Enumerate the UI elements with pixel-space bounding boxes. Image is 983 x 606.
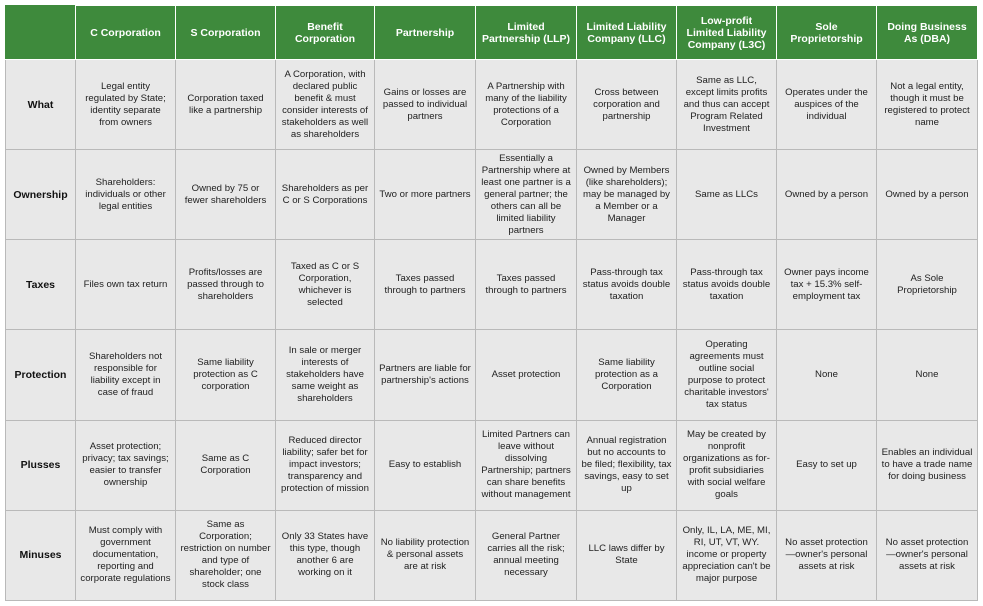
table-cell: LLC laws differ by State [577,510,677,600]
row-header-protection: Protection [6,330,76,420]
column-header-limited-partnership: Limited Partnership (LLP) [476,6,577,60]
column-header-partnership: Partnership [375,6,476,60]
table-cell: Owned by a person [777,150,877,240]
table-cell: Taxes passed through to partners [476,240,577,330]
table-cell: Only, IL, LA, ME, MI, RI, UT, VT, WY. income or property appreciation can't be major purpose [677,510,777,600]
table-cell: Must comply with government documentation, reporting and corporate regulations [76,510,176,600]
table-cell: Not a legal entity, though it must be registered to protect name [877,60,978,150]
table-cell: Pass-through tax status avoids double taxation [677,240,777,330]
table-cell: Asset protection; privacy; tax savings; easier to transfer ownership [76,420,176,510]
business-structures-table [5,5,978,601]
table-body [6,60,978,601]
column-header-c-corporation: C Corporation [76,6,176,60]
table-cell: Owned by Members (like shareholders); may be managed by a Member or a Manager [577,150,677,240]
table-cell: Limited Partners can leave without dissolving Partnership; partners can share benefits without management [476,420,577,510]
column-header-benefit-corporation: Benefit Corporation [276,6,375,60]
table-cell: Corporation taxed like a partnership [176,60,276,150]
column-header-llc: Limited Liability Company (LLC) [577,6,677,60]
table-cell: Asset protection [476,330,577,420]
table-cell: Gains or losses are passed to individual partners [375,60,476,150]
table-cell: Profits/losses are passed through to shareholders [176,240,276,330]
table-cell: Partners are liable for partnership's actions [375,330,476,420]
table-cell: A Corporation, with declared public benefit & must consider interests of stakeholders as well as shareholders [276,60,375,150]
table-cell: No asset protection—owner's personal assets at risk [777,510,877,600]
table-cell: Essentially a Partnership where at least one partner is a general partner; the others can all be limited liability partners [476,150,577,240]
table-cell: Easy to establish [375,420,476,510]
table-cell: Same as LLC, except limits profits and thus can accept Program Related Investment [677,60,777,150]
table-cell: Shareholders: individuals or other legal entities [76,150,176,240]
table-cell: Taxes passed through to partners [375,240,476,330]
table-cell: Shareholders not responsible for liability except in case of fraud [76,330,176,420]
table-cell: Reduced director liability; safer bet for impact investors; transparency and protection of mission [276,420,375,510]
column-header-s-corporation: S Corporation [176,6,276,60]
table-cell: A Partnership with many of the liability protections of a Corporation [476,60,577,150]
table-cell: Owner pays income tax + 15.3% self-employment tax [777,240,877,330]
table-row [6,150,978,240]
corner-header-cell [6,6,76,60]
column-header-sole-proprietorship: Sole Proprietorship [777,6,877,60]
table-cell: As Sole Proprietorship [877,240,978,330]
column-header-l3c: Low-profit Limited Liability Company (L3C) [677,6,777,60]
table-cell: Same as LLCs [677,150,777,240]
table-cell: Shareholders as per C or S Corporations [276,150,375,240]
table-cell: Same liability protection as C corporation [176,330,276,420]
table-cell: Same liability protection as a Corporation [577,330,677,420]
row-header-what: What [6,60,76,150]
table-cell: Files own tax return [76,240,176,330]
table-row [6,510,978,600]
table-cell: Taxed as C or S Corporation, whichever is selected [276,240,375,330]
row-header-ownership: Ownership [6,150,76,240]
table-cell: None [877,330,978,420]
table-cell: Enables an individual to have a trade name for doing business [877,420,978,510]
table-cell: Operating agreements must outline social purpose to protect charitable investors' tax status [677,330,777,420]
column-header-dba: Doing Business As (DBA) [877,6,978,60]
table-cell: No liability protection & personal assets are at risk [375,510,476,600]
table-row [6,240,978,330]
table-cell: In sale or merger interests of stakeholders have same weight as shareholders [276,330,375,420]
table-cell: General Partner carries all the risk; annual meeting necessary [476,510,577,600]
table-cell: Legal entity regulated by State; identity separate from owners [76,60,176,150]
table-cell: Same as C Corporation [176,420,276,510]
table-cell: None [777,330,877,420]
table-cell: Same as Corporation; restriction on number and type of shareholder; one stock class [176,510,276,600]
table-row [6,330,978,420]
table-cell: Owned by a person [877,150,978,240]
table-cell: Operates under the auspices of the individual [777,60,877,150]
table-cell: Two or more partners [375,150,476,240]
table-cell: Pass-through tax status avoids double taxation [577,240,677,330]
header-row [6,6,978,60]
table-cell: No asset protection—owner's personal assets at risk [877,510,978,600]
table-cell: Cross between corporation and partnership [577,60,677,150]
row-header-plusses: Plusses [6,420,76,510]
table-row [6,420,978,510]
table-cell: Only 33 States have this type, though another 6 are working on it [276,510,375,600]
table-cell: Owned by 75 or fewer shareholders [176,150,276,240]
row-header-minuses: Minuses [6,510,76,600]
row-header-taxes: Taxes [6,240,76,330]
table-cell: Easy to set up [777,420,877,510]
table-row [6,60,978,150]
table-cell: May be created by nonprofit organizations as for-profit subsidiaries with social welfare goals [677,420,777,510]
table-cell: Annual registration but no accounts to be filed; flexibility, tax savings, easy to set up [577,420,677,510]
